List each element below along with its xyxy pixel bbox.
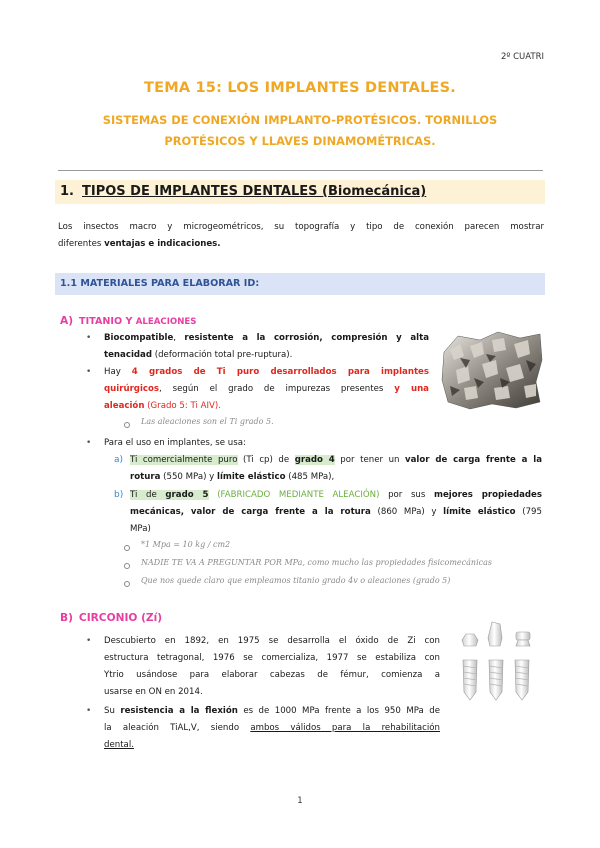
zirconia-implants-image [450,614,542,706]
section-1-1-heading: 1.1 MATERIALES PARA ELABORAR ID: [60,278,260,289]
circ-b1-line-1: Descubierto en 1892, en 1975 se desarrolla el óxido de Zi con [104,636,440,646]
intro-line-1: Los insectos macro y microgeométricos, su topografía y tipo de conexión parecen mostrar [58,222,544,232]
bullet: • [86,333,92,343]
intro-bold: ventajas e indicaciones. [104,239,221,249]
text-bold: tenacidad [104,350,152,360]
text: (550 MPa) y [160,472,218,482]
titanio-heading [60,315,197,327]
titanio-heading-a: TITANIO Y [79,316,136,327]
text-red: aleación [104,401,145,411]
text: la aleación TiAL,V, siendo [104,723,251,733]
intro-text: diferentes [58,239,105,249]
text: (485 MPa), [285,472,335,482]
text-red: y una [394,384,429,394]
circonio-heading [60,612,162,624]
text: , según el grado de impurezas presentes [159,384,395,394]
text-bold: límite elástico [443,507,516,517]
item-a-line-1 [130,452,542,469]
section-1-heading [60,184,426,199]
circ-b2-line-2 [104,720,440,737]
text-underline: ambos válidos para la rehabilitación [250,723,440,733]
circonio-bullet-1 [104,633,440,701]
section-1-intro [58,219,544,253]
sub-bullet [124,545,130,551]
sub-bullet [124,563,130,569]
sub-bullet [124,422,130,428]
text: (860 MPa) y [370,507,444,517]
text: por sus [379,490,435,500]
titanio-b2-line-1 [104,364,429,381]
text: (deformación total pre-ruptura). [152,350,293,360]
titanio-bullet-3: Para el uso en implantes, se usa: [104,438,246,448]
bullet: • [86,636,92,646]
handwritten-note-1: *1 Mpa = 10 kg / cm2 [141,540,231,549]
text: es de 1000 MPa frente a los 950 MPa de [237,706,440,716]
circ-b1-line-2: estructura tetragonal, 1976 se comercializa, 1977 se estabiliza con [104,653,440,663]
subtitle-line-2: PROTÉSICOS Y LLAVES DINAMOMÉTRICAS. [164,134,436,148]
text-bold: rotura [130,472,161,482]
titanio-item-a [130,452,542,486]
titanio-sub-note: Las aleaciones son el Ti grado 5. [141,417,274,426]
text-red-normal: (Grado 5: Ti AIV). [144,401,222,411]
subtitle-line-1: SISTEMAS DE CONEXIÓN IMPLANTO-PROTÉSICOS. TORNILLOS [102,113,498,127]
titanio-bullet-2 [104,364,429,415]
text-bold: mejores propiedades [434,490,543,500]
text-bold: valor de carga frente a la [405,455,543,465]
titanio-b1-line-2 [104,347,429,364]
text: (Ti cp) de [237,455,295,465]
text-red: 4 grados de Ti puro desarrollados para implantes [131,367,429,377]
bullet: • [86,367,92,377]
text-green: (FABRICADO MEDIANTE ALEACIÓN) [208,490,380,500]
page-number: 1 [297,796,303,806]
titanio-b1-line-1 [104,330,429,347]
handwritten-note-3: Que nos quede claro que empleamos titanio grado 4v o aleaciones (grado 5) [141,576,451,585]
text-highlight: Ti comercialmente puro [130,455,238,465]
circonio-bullet-2 [104,703,440,754]
item-b-line-1 [130,487,542,504]
bullet: • [86,706,92,716]
text-bold: límite elástico [217,472,286,482]
section-1-number: 1. [60,184,74,199]
page-subtitle [40,110,560,152]
text-bold: mecánicas, valor de carga frente a la rotura [130,507,371,517]
text: por tener un [334,455,406,465]
titanio-b2-line-3 [104,398,429,415]
titanium-crystal-image [440,330,544,410]
item-b-line-2 [130,504,542,521]
titanio-heading-b: ALEACIONES [135,317,197,327]
text: , [173,333,185,343]
section-1-title: TIPOS DE IMPLANTES DENTALES (Biomecánica) [81,184,427,199]
titanio-letter: A) [60,315,74,327]
circonio-heading-text: CIRCONIO (Zí) [78,612,163,624]
list-letter-a: a) [114,455,124,465]
intro-line-2 [58,236,544,253]
circ-b2-line-1 [104,703,440,720]
page-title: TEMA 15: LOS IMPLANTES DENTALES. [144,80,456,96]
circonio-letter: B) [60,612,73,624]
titanio-item-b [130,487,542,538]
list-letter-b: b) [114,490,124,500]
sub-bullet [124,581,130,587]
text: Su [104,706,121,716]
text: Hay [104,367,132,377]
divider [58,170,543,171]
text-bold: resistencia a la flexión [120,706,238,716]
text-red: quirúrgicos [104,384,160,394]
bullet: • [86,438,92,448]
text: (795 [515,507,542,517]
item-b-line-3: MPa) [130,524,151,534]
titanio-b2-line-2 [104,381,429,398]
text-bold-highlight: grado 4 [294,455,335,465]
circ-b1-line-3: Ytrio usándose para elaborar cabezas de fémur, comienza a [104,670,440,680]
text-bold: resistente a la corrosión, compresión y alta [184,333,429,343]
text-highlight: Ti de [130,490,166,500]
titanio-bullet-1 [104,330,429,364]
text-bold-highlight: grado 5 [165,490,209,500]
semester-label: 2º CUATRI [500,52,544,62]
item-a-line-2 [130,469,542,486]
text-bold: Biocompatible [104,333,174,343]
circ-b1-line-4: usarse en ON en 2014. [104,687,203,697]
handwritten-note-2: NADIE TE VA A PREGUNTAR POR MPa, como mucho las propiedades fisicomecánicas [141,558,492,567]
circ-b2-line-3: dental. [104,740,134,750]
